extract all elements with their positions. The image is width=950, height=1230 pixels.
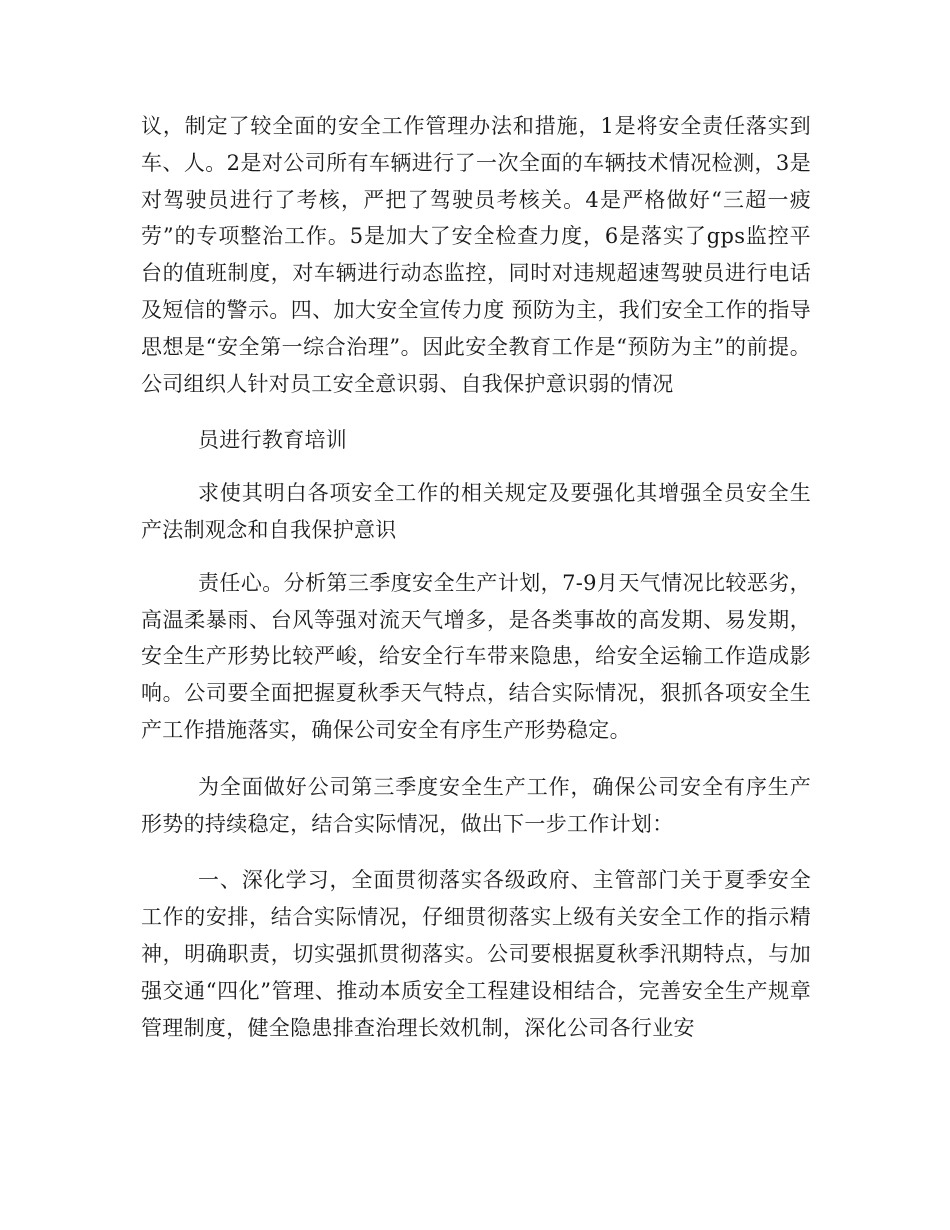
document-body — [141, 108, 811, 1046]
paragraph-third-quarter-analysis: 责任心。分析第三季度安全生产计划，7-9月天气情况比较恶劣，高温柔暴雨、台风等强对流天气增多，是各类事故的高发期、易发期，安全生产形势比较严峻，给安全行车带来隐患，给安全运输工作造成影响。公司要全面把握夏秋季天气特点，结合实际情况，狠抓各项安全生产工作措施落实，确保公司安全有序生产形势稳定。 — [141, 570, 811, 742]
paragraph-work-plan-intro: 为全面做好公司第三季度安全生产工作，确保公司安全有序生产形势的持续稳定，结合实际情况，做出下一步工作计划： — [141, 774, 811, 836]
paragraph-safety-measures: 议，制定了较全面的安全工作管理办法和措施，1是将安全责任落实到车、人。2是对公司所有车辆进行了一次全面的车辆技术情况检测，3是对驾驶员进行了考核，严把了驾驶员考核关。4是严格做好“三超一疲劳”的专项整治工作。5是加大了安全检查力度，6是落实了gps监控平台的值班制度，对车辆进行动态监控，同时对违规超速驾驶员进行电话及短信的警示。四、加大安全宣传力度 预防为主，我们安全工作的指导思想是“安全第一综合治理”。因此安全教育工作是“预防为主”的前提。公司组织人针对员工安全意识弱、自我保护意识弱的情况 — [141, 114, 811, 396]
paragraph-safety-awareness: 求使其明白各项安全工作的相关规定及要强化其增强全员安全生产法制观念和自我保护意识 — [141, 481, 811, 542]
paragraph-deepen-study: 一、深化学习，全面贯彻落实各级政府、主管部门关于夏季安全工作的安排，结合实际情况，仔细贯彻落实上级有关安全工作的指示精神，明确职责，切实强抓贯彻落实。公司要根据夏秋季汛期特点，与加强交通“四化”管理、推动本质安全工程建设相结合，完善安全生产规章管理制度，健全隐患排查治理长效机制，深化公司各行业安 — [141, 868, 811, 1040]
paragraph-staff-training: 员进行教育培训 — [198, 428, 348, 453]
